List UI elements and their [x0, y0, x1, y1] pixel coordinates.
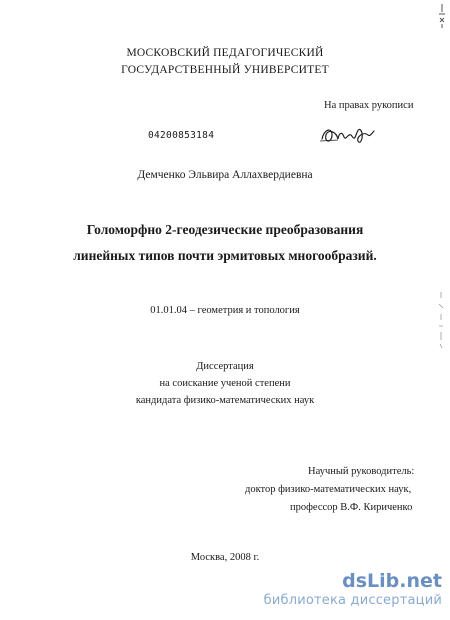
university-line-1: МОСКОВСКИЙ ПЕДАГОГИЧЕСКИЙ — [126, 47, 324, 59]
watermark-site-main: dsLib — [342, 570, 400, 592]
dissertation-line-1: Диссертация — [196, 361, 254, 372]
title-line-2: линейных типов почти эрмитовых многообразий. — [73, 248, 377, 263]
place-and-year: Москва, 2008 г. — [190, 552, 260, 563]
title-line-1: Голоморфно 2-геодезические преобразования — [86, 222, 364, 237]
watermark-tagline: библиотека диссертаций — [263, 593, 442, 608]
watermark-logo[interactable] — [264, 572, 442, 591]
dissertation-line-3: кандидата физико-математических наук — [135, 395, 315, 406]
document-number: 04200853184 — [148, 130, 215, 141]
author-name: Демченко Эльвира Аллахвердиевна — [137, 169, 313, 181]
handwritten-signature — [318, 121, 378, 149]
supervisor-line-3: профессор В.Ф. Кириченко — [290, 502, 413, 513]
corner-mark — [436, 2, 448, 30]
margin-scan-mark — [436, 290, 446, 350]
university-line-2: ГОСУДАРСТВЕННЫЙ УНИВЕРСИТЕТ — [121, 64, 329, 76]
specialty: 01.01.04 – геометрия и топология — [150, 305, 300, 316]
watermark-site-tld: .net — [399, 570, 442, 592]
supervisor-line-1: Научный руководитель: — [308, 466, 415, 477]
supervisor-line-2: доктор физико-математических наук, — [245, 484, 412, 495]
watermark — [264, 572, 442, 608]
rights-note: На правах рукописи — [324, 100, 414, 111]
dissertation-line-2: на соискание ученой степени — [159, 378, 291, 389]
